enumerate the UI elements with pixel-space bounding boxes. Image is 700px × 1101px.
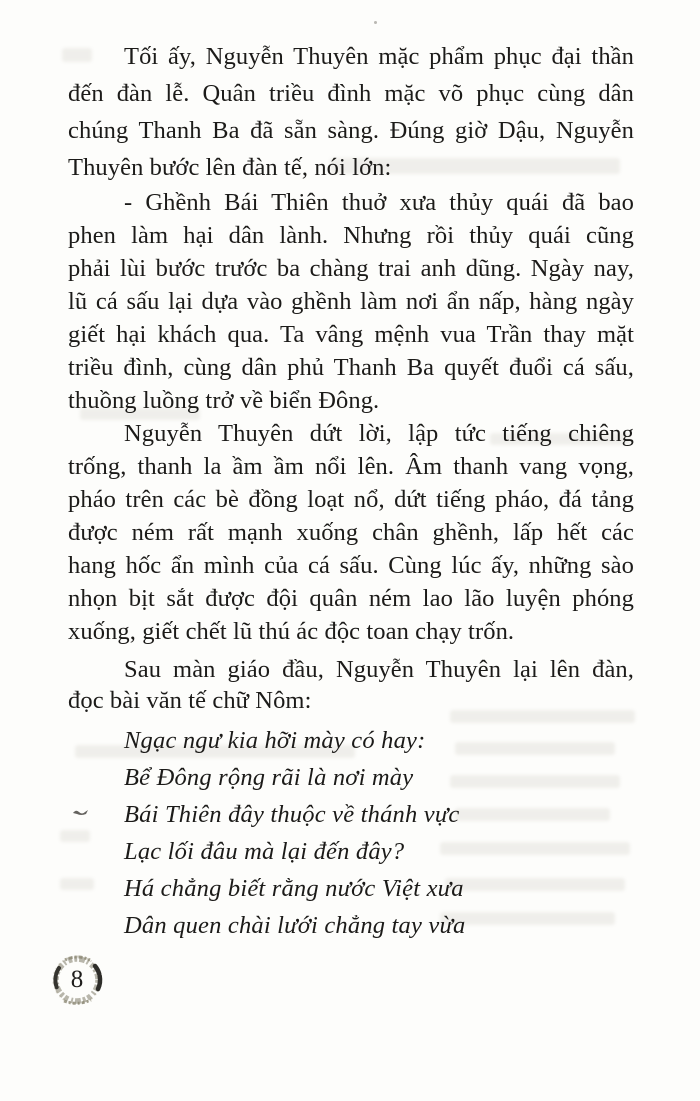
text-line: thuồng luồng trở về biển Đông. xyxy=(68,387,380,414)
text-line: Tối ấy, Nguyễn Thuyên mặc phẩm phục đại thần xyxy=(124,43,634,70)
text-line: nhọn bịt sắt được đội quân ném lao lão luyện phóng xyxy=(68,585,634,612)
text-line: đọc bài văn tế chữ Nôm: xyxy=(68,687,312,714)
verse-line: Bể Đông rộng rãi là nơi mày xyxy=(124,764,414,791)
verse-line: Dân quen chài lưới chẳng tay vừa xyxy=(124,912,466,939)
text-line: Nguyễn Thuyên dứt lời, lập tức tiếng chiêng xyxy=(124,420,634,447)
text-line: Thuyên bước lên đàn tế, nói lớn: xyxy=(68,154,392,181)
text-line: giết hại khách qua. Ta vâng mệnh vua Trần thay mặt xyxy=(68,321,634,348)
page-number-stamp xyxy=(49,953,105,1007)
verse-line: Ngạc ngư kia hỡi mày có hay: xyxy=(124,727,426,754)
scan-speck xyxy=(374,21,377,24)
verse-block xyxy=(68,722,634,944)
paragraph xyxy=(68,186,634,417)
verse-line: Bái Thiên đây thuộc về thánh vực xyxy=(124,801,460,828)
verse-line: Lạc lối đâu mà lại đến đây? xyxy=(124,838,405,865)
text-line: lũ cá sấu lại dựa vào ghềnh làm nơi ẩn nấp, hàng ngày xyxy=(68,288,634,315)
text-block xyxy=(68,38,634,944)
paragraph xyxy=(68,417,634,648)
text-line: phen làm hại dân lành. Nhưng rồi thủy quái cũng xyxy=(68,222,634,249)
text-line: Sau màn giáo đầu, Nguyễn Thuyên lại lên đàn, xyxy=(124,656,634,683)
text-line: chúng Thanh Ba đã sẵn sàng. Đúng giờ Dậu, Nguyễn xyxy=(68,117,634,144)
text-line: phải lùi bước trước ba chàng trai anh dũng. Ngày nay, xyxy=(68,255,634,282)
text-line: đến đàn lễ. Quân triều đình mặc võ phục cùng dân xyxy=(68,80,634,107)
text-line: hang hốc ẩn mình của cá sấu. Cùng lúc ấy, những sào xyxy=(68,552,634,579)
text-line: triều đình, cùng dân phủ Thanh Ba quyết đuổi cá sấu, xyxy=(68,354,634,381)
text-line: trống, thanh la ầm ầm nổi lên. Âm thanh vang vọng, xyxy=(68,453,634,480)
text-line: - Ghềnh Bái Thiên thuở xưa thủy quái đã bao xyxy=(124,189,634,216)
paragraph xyxy=(68,38,634,186)
text-line: được ném rất mạnh xuống chân ghềnh, lấp hết các xyxy=(68,519,634,546)
text-line: pháo trên các bè đồng loạt nổ, dứt tiếng pháo, đá tảng xyxy=(68,486,634,513)
verse-line: Há chẳng biết rằng nước Việt xưa xyxy=(124,875,464,902)
page-number: 8 xyxy=(70,966,84,993)
paragraph xyxy=(68,654,634,716)
text-line: xuống, giết chết lũ thú ác độc toan chạy trốn. xyxy=(68,618,515,645)
